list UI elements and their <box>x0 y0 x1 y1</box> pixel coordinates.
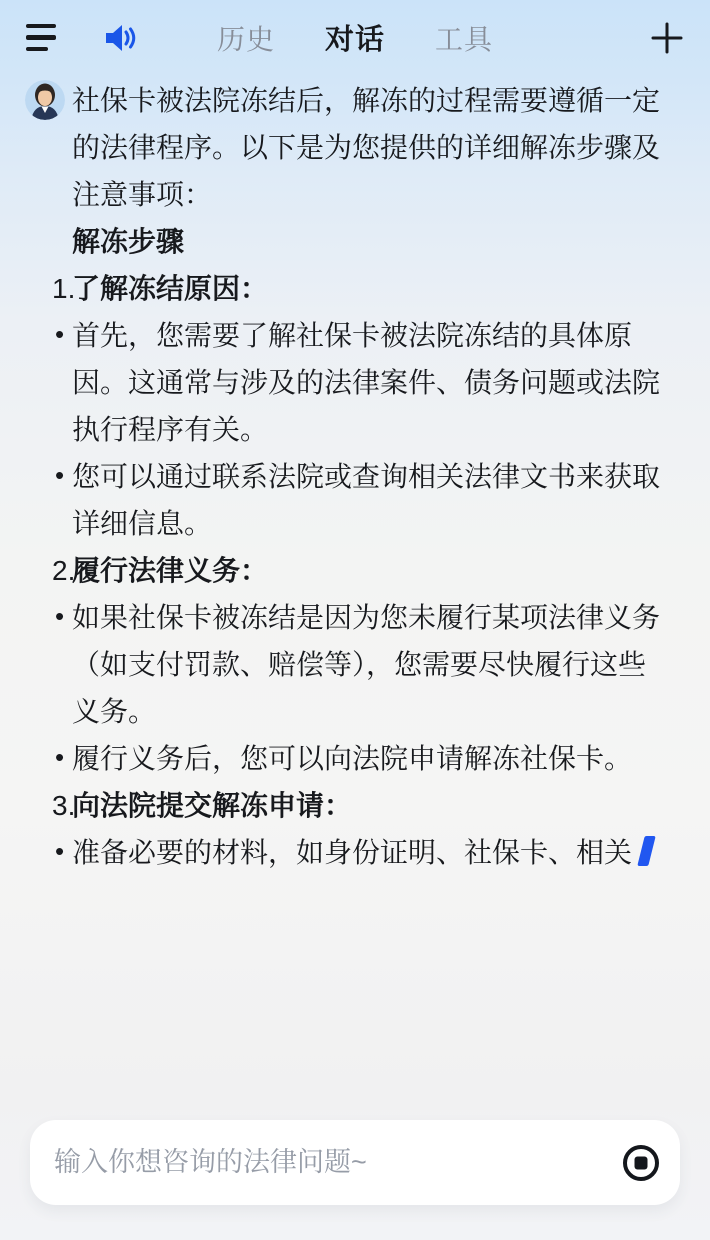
step-number: 2. <box>52 555 76 586</box>
step-heading <box>52 547 660 594</box>
step-title: 了解冻结原因： <box>72 273 269 304</box>
bullet-dot: • <box>55 742 65 772</box>
typing-cursor-icon <box>637 836 655 866</box>
bullet-item <box>55 594 661 735</box>
section-heading: 解冻步骤 <box>72 226 185 257</box>
tab-history[interactable]: 历史 <box>216 23 275 55</box>
hamburger-menu-icon[interactable] <box>26 22 58 54</box>
bullet-item <box>55 829 660 876</box>
top-bar <box>0 0 710 75</box>
tab-tools[interactable]: 工具 <box>435 23 494 55</box>
stop-generation-button[interactable] <box>620 1142 662 1184</box>
bullet-dot: • <box>55 319 65 349</box>
bullet-text: 如果社保卡被冻结是因为您未履行某项法律义务（如支付罚款、赔偿等），您需要尽快履行这些义务。 <box>72 602 661 727</box>
step-title: 向法院提交解冻申请： <box>72 790 353 821</box>
bullet-text: 首先，您需要了解社保卡被法院冻结的具体原因。这通常与涉及的法律案件、债务问题或法院执行程序有关。 <box>72 320 661 445</box>
bullet-dot: • <box>55 460 65 490</box>
bullet-text: 您可以通过联系法院或查询相关法律文书来获取详细信息。 <box>72 461 661 539</box>
bullet-text: 准备必要的材料，如身份证明、社保卡、相关 <box>72 837 633 868</box>
chat-area <box>0 77 710 1120</box>
step-title: 履行法律义务： <box>72 555 269 586</box>
bullet-dot: • <box>55 601 65 631</box>
bullet-item <box>55 312 661 453</box>
legal-question-input[interactable] <box>52 1146 620 1179</box>
step-number: 3. <box>52 790 76 821</box>
message-intro: 社保卡被法院冻结后，解冻的过程需要遵循一定的法律程序。以下是为您提供的详细解冻步骤及注意事项： <box>72 85 661 210</box>
bullet-item <box>55 453 661 547</box>
step-heading <box>52 782 660 829</box>
tab-bar <box>217 0 493 75</box>
step-heading <box>52 265 660 312</box>
bullet-dot: • <box>55 836 65 866</box>
assistant-message-text <box>52 77 661 876</box>
bullet-item <box>55 735 660 782</box>
assistant-message <box>25 77 685 876</box>
assistant-avatar <box>25 80 65 120</box>
step-number: 1. <box>52 273 76 304</box>
bullet-text: 履行义务后，您可以向法院申请解冻社保卡。 <box>72 743 633 774</box>
plus-icon[interactable] <box>650 21 684 55</box>
speaker-icon[interactable] <box>101 19 139 57</box>
tab-dialogue[interactable]: 对话 <box>324 24 386 56</box>
message-composer <box>30 1120 680 1205</box>
